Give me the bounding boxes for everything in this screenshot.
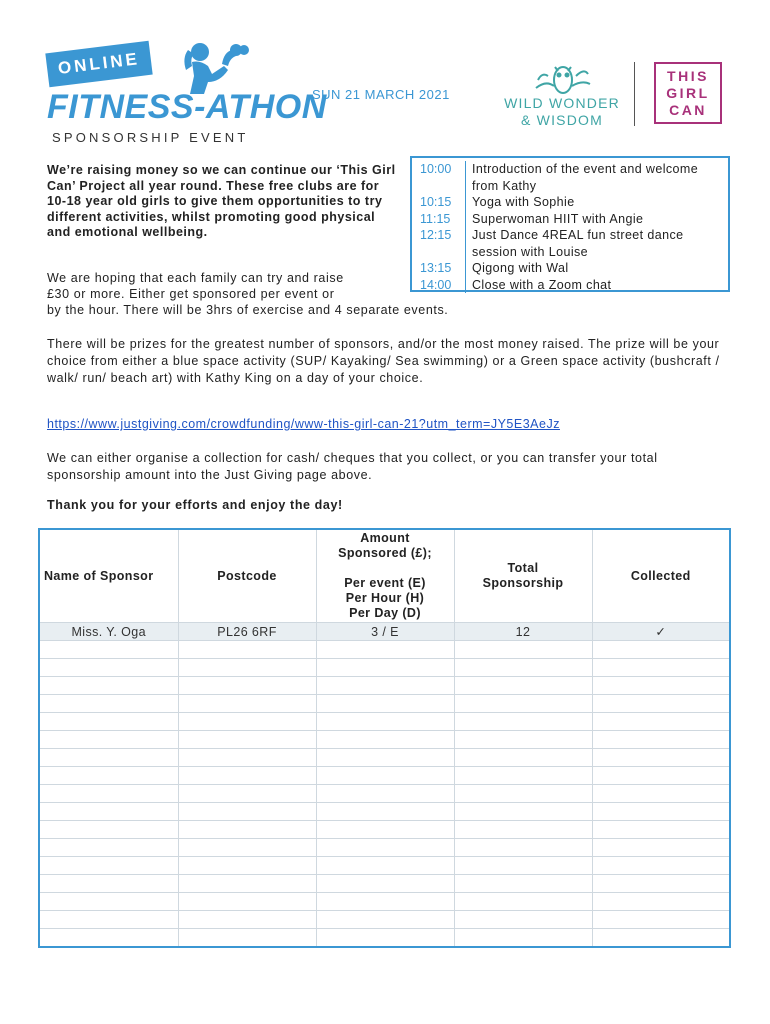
cell-amount[interactable] [316,677,454,695]
cell-amount[interactable] [316,857,454,875]
intro-bold-paragraph: We’re raising money so we can continue our ‘This Girl Can’ Project all year round. These free clubs are for 10-18 year old girls to give them opportunities to try different activities, whilst promoting good physical and emotional wellbeing. [47,163,396,239]
cell-collected[interactable] [592,821,730,839]
schedule-row [412,211,728,228]
tgc-logo-line: GIRL [666,85,710,101]
cell-sponsor-name[interactable] [39,713,178,731]
cell-postcode[interactable] [178,875,316,893]
cell-total[interactable] [454,749,592,767]
cell-postcode[interactable]: PL26 6RF [178,623,316,641]
cell-collected[interactable] [592,659,730,677]
table-row [39,623,730,641]
cell-total[interactable] [454,641,592,659]
table-header-row [39,529,730,623]
cell-collected[interactable] [592,857,730,875]
cell-sponsor-name[interactable] [39,641,178,659]
table-row-empty [39,749,730,767]
header-total-line: Total [507,561,539,575]
sponsor-table [38,528,731,948]
cell-sponsor-name[interactable] [39,821,178,839]
schedule-activity: Superwoman HIIT with Angie [472,211,644,226]
cell-collected[interactable] [592,731,730,749]
header-amount-line: Per Hour (H) [345,591,425,605]
cell-collected[interactable] [592,875,730,893]
cell-collected[interactable] [592,911,730,929]
cell-amount[interactable] [316,749,454,767]
table-row-empty [39,785,730,803]
table-body [39,623,730,948]
table-row-empty [39,803,730,821]
partner-logo-line2: & WISDOM [521,112,603,128]
intro-line: by the hour. There will be 3hrs of exercise and 4 separate events. [47,303,449,317]
cell-collected[interactable] [592,713,730,731]
cell-postcode[interactable] [178,641,316,659]
header-postcode: Postcode [178,529,316,623]
schedule-activity: Qigong with Wal [472,261,569,275]
header-total-sponsorship [454,529,592,623]
schedule-row [412,227,728,260]
table-row-empty [39,695,730,713]
header-amount-sponsored [316,529,454,623]
cell-collected[interactable] [592,785,730,803]
event-title: FITNESS-ATHON [47,88,327,126]
table-row-empty [39,641,730,659]
schedule-activity: Just Dance 4REAL fun street dance session with Louise [472,228,684,259]
cell-amount[interactable] [316,821,454,839]
cell-amount[interactable] [316,695,454,713]
cell-amount[interactable] [316,767,454,785]
cell-postcode[interactable] [178,839,316,857]
schedule-row [412,277,728,294]
cell-postcode[interactable] [178,749,316,767]
cell-sponsor-name[interactable] [39,803,178,821]
intro-line: We are hoping that each family can try and raise [47,271,344,285]
cell-collected[interactable] [592,677,730,695]
schedule-activity: Close with a Zoom chat [472,277,612,292]
cell-sponsor-name[interactable] [39,875,178,893]
schedule-time: 12:15 [412,227,466,260]
cell-postcode[interactable] [178,659,316,677]
cell-total[interactable]: 12 [454,623,592,641]
cell-total[interactable] [454,821,592,839]
cell-total[interactable] [454,713,592,731]
header-amount-line: Per Day (D) [349,606,421,620]
cell-amount[interactable] [316,929,454,948]
cell-amount[interactable] [316,641,454,659]
cell-sponsor-name[interactable] [39,785,178,803]
cell-collected[interactable] [592,929,730,948]
cell-amount[interactable] [316,785,454,803]
cell-amount[interactable] [316,875,454,893]
cell-collected[interactable] [592,893,730,911]
cell-postcode[interactable] [178,677,316,695]
cell-postcode[interactable] [178,785,316,803]
cell-amount[interactable] [316,911,454,929]
cell-sponsor-name[interactable] [39,677,178,695]
cell-sponsor-name[interactable] [39,929,178,948]
cell-sponsor-name[interactable] [39,659,178,677]
schedule-activity: Introduction of the event and welcome from Kathy [472,162,699,193]
header-collected: Collected [592,529,730,623]
table-row-empty [39,929,730,948]
cell-total[interactable] [454,929,592,948]
owl-icon [532,58,594,98]
table-row-empty [39,911,730,929]
cell-amount[interactable] [316,893,454,911]
partner-logo-line1: WILD WONDER [504,95,620,111]
cell-collected-checkmark[interactable]: ✓ [592,623,730,641]
cell-total[interactable] [454,767,592,785]
cell-postcode[interactable] [178,695,316,713]
header-name-of-sponsor: Name of Sponsor [39,529,178,623]
cell-collected[interactable] [592,767,730,785]
table-row-empty [39,893,730,911]
cell-amount[interactable] [316,713,454,731]
schedule-time: 14:00 [412,277,466,294]
cell-collected[interactable] [592,749,730,767]
cell-amount[interactable]: 3 / E [316,623,454,641]
cell-total[interactable] [454,803,592,821]
prizes-paragraph: There will be prizes for the greatest number of sponsors, and/or the most money raised. The prize will be your choice from either a blue space activity (SUP/ Kayaking/ Sea swimming) or a Green space activity (bushcraft / walk/ run/ beach art) with Kathy King on a day of your choice. [47,337,720,385]
tgc-logo-line: THIS [667,68,709,84]
schedule-row [412,194,728,211]
table-row-empty [39,839,730,857]
cell-amount[interactable] [316,731,454,749]
table-row-empty [39,713,730,731]
cell-sponsor-name[interactable] [39,893,178,911]
cell-amount[interactable] [316,839,454,857]
tgc-logo-line: CAN [669,102,707,118]
cell-postcode[interactable] [178,713,316,731]
schedule-time: 11:15 [412,211,466,228]
cell-collected[interactable] [592,695,730,713]
collection-paragraph: We can either organise a collection for cash/ cheques that you collect, or you can transfer your total sponsorship amount into the Just Giving page above. [47,451,658,482]
cell-sponsor-name[interactable]: Miss. Y. Oga [39,623,178,641]
cell-total[interactable] [454,875,592,893]
cell-total[interactable] [454,677,592,695]
schedule-box [410,156,730,292]
cell-sponsor-name[interactable] [39,695,178,713]
schedule-activity: Yoga with Sophie [472,195,575,209]
cell-sponsor-name[interactable] [39,749,178,767]
table-row-empty [39,821,730,839]
table-row-empty [39,767,730,785]
table-row-empty [39,659,730,677]
schedule-row [412,260,728,277]
header-amount-line: Sponsored (£); [338,546,432,560]
intro-line: £30 or more. Either get sponsored per event or [47,287,335,301]
cell-sponsor-name[interactable] [39,857,178,875]
cell-total[interactable] [454,893,592,911]
cell-collected[interactable] [592,803,730,821]
table-row-empty [39,857,730,875]
table-row-empty [39,731,730,749]
table-row-empty [39,677,730,695]
header-amount-line: Amount [360,531,410,545]
cell-postcode[interactable] [178,929,316,948]
cell-collected[interactable] [592,641,730,659]
cell-amount[interactable] [316,803,454,821]
schedule-time: 10:00 [412,161,466,194]
cell-collected[interactable] [592,839,730,857]
thank-you-text: Thank you for your efforts and enjoy the day! [47,498,343,512]
cell-total[interactable] [454,695,592,713]
cell-sponsor-name[interactable] [39,839,178,857]
header-amount-line: Per event (E) [344,576,426,590]
cell-postcode[interactable] [178,731,316,749]
logo-divider [634,62,635,126]
cell-total[interactable] [454,839,592,857]
event-date: SUN 21 MARCH 2021 [312,87,450,102]
cell-sponsor-name[interactable] [39,767,178,785]
flexing-athlete-icon [178,40,250,96]
cell-total[interactable] [454,731,592,749]
cell-sponsor-name[interactable] [39,911,178,929]
justgiving-link[interactable]: https://www.justgiving.com/crowdfunding/www-this-girl-can-21?utm_term=JY5E3AeJz [47,417,560,431]
cell-amount[interactable] [316,659,454,677]
cell-postcode[interactable] [178,893,316,911]
cell-total[interactable] [454,785,592,803]
schedule-row [412,161,728,194]
cell-postcode[interactable] [178,911,316,929]
schedule-time: 13:15 [412,260,466,277]
cell-total[interactable] [454,911,592,929]
this-girl-can-logo [654,62,722,124]
cell-postcode[interactable] [178,857,316,875]
cell-sponsor-name[interactable] [39,731,178,749]
event-subtitle: SPONSORSHIP EVENT [52,130,249,145]
cell-postcode[interactable] [178,821,316,839]
cell-postcode[interactable] [178,803,316,821]
schedule-time: 10:15 [412,194,466,211]
table-row-empty [39,875,730,893]
header-total-line: Sponsorship [482,576,564,590]
online-badge: ONLINE [45,41,152,87]
cell-total[interactable] [454,659,592,677]
cell-postcode[interactable] [178,767,316,785]
cell-total[interactable] [454,857,592,875]
